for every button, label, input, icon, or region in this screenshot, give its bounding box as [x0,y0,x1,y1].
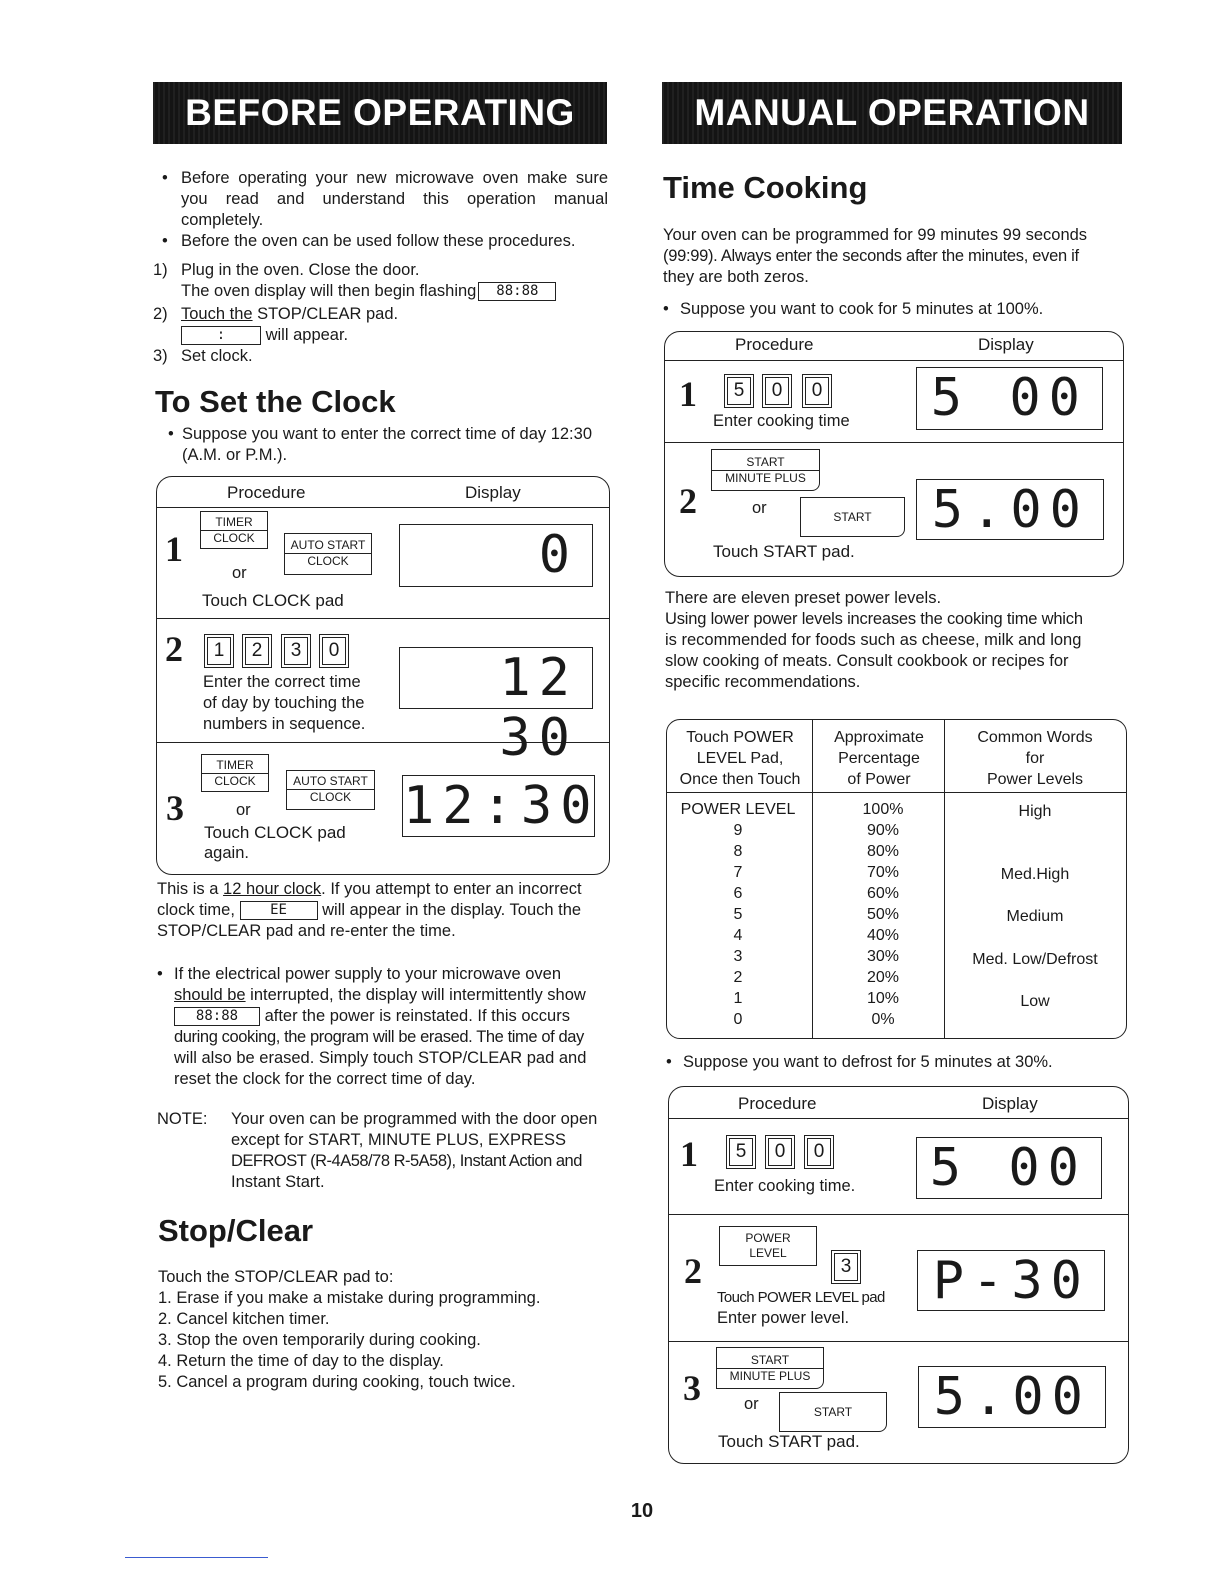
header-line: Approximate [834,729,924,746]
row-caption: numbers in sequence. [203,715,366,733]
levels-line: specific recommendations. [665,673,861,691]
procedure-header: Procedure [738,1094,817,1113]
step-2-rest: STOP/CLEAR pad. [252,305,399,323]
pad-label: MINUTE PLUS [717,1368,823,1384]
key-3[interactable]: 3 [284,637,308,665]
note-label: NOTE: [157,1110,208,1128]
table-cell: 60% [866,885,900,902]
intro-line: they are both zeros. [663,268,809,286]
start-minute-plus-pad[interactable] [711,449,820,491]
note-line: except for START, MINUTE PLUS, EXPRESS [231,1131,566,1149]
defrost-bullet [666,1052,1126,1073]
note-body [231,1109,613,1193]
divider [669,1118,1128,1119]
row-caption: Enter power level. [717,1309,850,1327]
display-readout: 5 00 [916,1137,1102,1199]
cook-bullet-text: Suppose you want to cook for 5 minutes at 100%. [680,300,1044,318]
flashing-display-box: 88:88 [174,1007,260,1026]
intro-bullet-1-text: Before operating your new microwave oven make sure you read and understand this operation manual completely. [181,169,608,229]
step-2-touch: Touch the [181,305,253,323]
table-cell: 50% [866,906,900,923]
header-line: Touch POWER [686,729,794,746]
pad-label: CLOCK [201,530,267,546]
col-percentage [814,799,952,1030]
divider [665,442,1123,443]
key-0[interactable]: 0 [805,377,829,405]
display-readout: 5.00 [918,1366,1106,1428]
step-number: 3) [153,347,168,365]
header-line: Once then Touch [679,771,801,788]
set-clock-bullet [168,424,608,466]
pad-label: AUTO START [290,538,366,552]
header-line: Percentage [838,750,920,767]
power-note-line: will also be erased. Simply touch STOP/CLEAR pad and [174,1049,587,1067]
table-cell: 9 [733,822,743,839]
note-text: This is a [157,880,224,898]
bullet-dot: • [168,425,174,443]
stop-clear-list [158,1288,540,1393]
auto-start-clock-pad[interactable] [284,533,372,575]
start-minute-plus-pad[interactable] [716,1347,824,1389]
table-cell: 8 [733,843,743,860]
table-cell: POWER LEVEL [680,801,796,818]
levels-line: There are eleven preset power levels. [665,589,942,607]
display-header: Display [978,335,1034,354]
set-clock-bullet-text: Suppose you want to enter the correct time of day 12:30 (A.M. or P.M.). [182,425,592,464]
row-caption: of day by touching the [203,694,365,712]
step-number: 2 [684,1251,702,1291]
display-readout: 0 [399,524,593,587]
timer-clock-pad[interactable] [200,511,268,549]
levels-line: Using lower power levels increases the cooking time which [665,610,1083,628]
list-item: 3. Stop the oven temporarily during cooking. [158,1331,481,1349]
divider [157,507,609,508]
divider [667,792,1126,793]
power-levels-text [665,588,1125,693]
manual-operation-banner: MANUAL OPERATION [662,82,1122,144]
word-high: High [1018,803,1052,820]
power-note-line: interrupted, the display will intermittently show [245,986,586,1004]
bullet-dot: • [157,965,163,983]
blank-display-box: : [181,326,261,345]
flashing-display-box: 88:88 [478,282,556,301]
pad-label: START [746,455,785,469]
table-cell: 0 [733,1011,743,1028]
table-cell: 100% [862,801,904,818]
bullet-dot: • [666,1053,672,1071]
stop-clear-intro: Touch the STOP/CLEAR pad to: [158,1268,394,1286]
pad-label: START [750,1353,790,1367]
step-1-line-2 [181,281,556,302]
step-2-text [181,304,398,325]
table-cell: 0% [871,1011,895,1028]
power-note-line: reset the clock for the correct time of day. [174,1070,476,1088]
row-caption: Touch START pad. [713,542,855,561]
bullet-dot: • [162,232,168,250]
word-low: Low [1020,993,1050,1010]
divider [669,1341,1128,1342]
table-cell: 1 [733,990,743,1007]
or-label: or [752,499,767,517]
procedure-header: Procedure [227,483,306,502]
list-item: 5. Cancel a program during cooking, touch twice. [158,1373,516,1391]
time-cooking-intro [663,225,1125,288]
display-readout: P-30 [917,1250,1105,1311]
step-1-line-1: Plug in the oven. Close the door. [181,261,420,279]
pad-label: CLOCK [287,789,374,805]
key-1[interactable]: 1 [207,637,231,665]
divider [669,1214,1128,1215]
list-item: 4. Return the time of day to the display. [158,1352,444,1370]
or-label: or [236,801,251,819]
table-cell: 7 [733,864,743,881]
pad-label: POWER [745,1231,791,1245]
col-header-percentage [814,727,944,790]
table-cell: 6 [733,885,743,902]
table-cell: 3 [733,948,743,965]
col-header-words [946,727,1124,790]
power-note-line: If the electrical power supply to your microwave oven [174,965,562,983]
header-line: of Power [847,771,911,788]
note-line: Your oven can be programmed with the door open [231,1110,598,1128]
header-line: for [1025,750,1045,767]
step-number: 2 [165,629,183,669]
note-underlined: 12 hour clock [223,880,322,898]
pad-label: TIMER [216,758,254,772]
word-medlow: Med. Low/Defrost [972,951,1098,968]
note-text: STOP/CLEAR pad and re-enter the time. [157,922,456,940]
bullet-dot: • [162,169,168,187]
pad-label: LEVEL [749,1246,787,1260]
step-number: 3 [683,1368,701,1408]
row-caption: Touch CLOCK pad [202,591,344,610]
setup-steps [153,260,613,367]
intro-line: (99:99). Always enter the seconds after the minutes, even if [663,247,1079,265]
power-note-line: after the power is reinstated. If this occurs [260,1007,570,1025]
list-item: 2. Cancel kitchen timer. [158,1310,330,1328]
list-item: 1. Erase if you make a mistake during programming. [158,1289,541,1307]
table-cell: 80% [866,843,900,860]
display-readout: 12 30 [399,647,593,709]
row-caption: Touch CLOCK pad [204,823,346,842]
power-note-underlined: should be [174,986,246,1004]
step-2-line-2 [181,325,348,346]
note-text: will appear in the display. Touch the [317,901,582,919]
auto-start-clock-pad[interactable] [286,770,375,810]
table-cell: 30% [866,948,900,965]
row-caption: again. [204,844,249,862]
pad-label: CLOCK [285,553,371,569]
power-interruption-note [157,964,612,1090]
power-note-line: during cooking, the program will be erased. The time of day [174,1028,584,1046]
col-header-touch [668,727,812,790]
display-readout: 5.00 [916,479,1104,540]
row-caption: Touch START pad. [718,1432,860,1451]
step-2-after: will appear. [265,326,349,344]
display-readout: 12:30 [403,776,600,836]
power-level-pad[interactable] [719,1226,817,1266]
table-cell: 4 [733,927,743,944]
bullet-dot: • [663,300,669,318]
display-header: Display [982,1094,1038,1113]
table-cell: 5 [733,906,743,923]
step-number: 1 [165,529,183,569]
divider [812,720,813,1038]
timer-clock-pad[interactable] [201,754,269,792]
or-label: or [232,564,247,582]
footer-rule [125,1557,268,1558]
key-5[interactable]: 5 [729,1138,753,1166]
intro-bullet-2 [162,231,608,252]
word-medhigh: Med.High [1000,866,1070,883]
key-3[interactable]: 3 [834,1253,858,1281]
step-1-line-2-text: The oven display will then begin flashing [181,282,477,300]
set-clock-title: To Set the Clock [155,384,396,419]
display-header: Display [465,483,521,502]
table-cell: 2 [733,969,743,986]
col-power-level [668,799,808,1030]
intro-bullet-1 [162,168,608,231]
divider [665,360,1123,361]
stop-clear-title: Stop/Clear [158,1213,314,1248]
or-label: or [744,1395,759,1413]
note-text: . If you attempt to enter an incorrect [321,880,582,898]
step-number: 1 [679,374,697,414]
before-operating-banner: BEFORE OPERATING [153,82,607,144]
page-number: 10 [630,1500,654,1522]
cook-bullet [663,299,1125,320]
row-caption: Enter cooking time [713,412,850,430]
key-0[interactable]: 0 [768,1138,792,1166]
header-line: Power Levels [986,771,1084,788]
pad-label: AUTO START [293,774,368,788]
key-0[interactable]: 0 [322,637,346,665]
levels-line: slow cooking of meats. Consult cookbook or recipes for [665,652,1069,670]
table-cell: 90% [866,822,900,839]
note-text: clock time, [157,901,240,919]
key-2[interactable]: 2 [245,637,269,665]
step-number: 2 [679,481,697,521]
note-line: DEFROST (R-4A58/78 R-5A58), Instant Action and [231,1152,582,1170]
step-number: 1 [680,1134,698,1174]
step-number: 2) [153,305,168,323]
table-cell: 70% [866,864,900,881]
pad-label: MINUTE PLUS [712,470,819,486]
clock-note [157,879,612,942]
row-caption: Enter the correct time [203,673,361,691]
header-line: LEVEL Pad, [696,750,784,767]
step-3-text: Set clock. [181,347,253,365]
display-readout: 5 00 [916,367,1103,430]
pad-label: TIMER [215,515,253,529]
header-line: Common Words [977,729,1093,746]
ee-display-box: EE [240,901,318,920]
intro-bullet-2-text: Before the oven can be used follow these procedures. [181,232,576,250]
start-pad[interactable]: START [800,497,905,537]
levels-line: is recommended for foods such as cheese, milk and long [665,631,1082,649]
table-cell: 20% [866,969,900,986]
table-cell: 40% [866,927,900,944]
start-pad[interactable]: START [779,1392,887,1432]
intro-line: Your oven can be programmed for 99 minutes 99 seconds [663,226,1088,244]
divider [157,618,609,619]
table-cell: 10% [866,990,900,1007]
step-number: 3 [166,788,184,828]
defrost-bullet-text: Suppose you want to defrost for 5 minutes at 30%. [683,1053,1053,1071]
row-caption: Enter cooking time. [714,1177,856,1195]
procedure-header: Procedure [735,335,814,354]
time-cooking-title-text: Time Cooking [663,170,868,205]
key-0[interactable]: 0 [765,377,789,405]
key-5[interactable]: 5 [727,377,751,405]
row-caption: Touch POWER LEVEL pad [717,1289,885,1306]
time-cooking-title [663,170,867,206]
step-number: 1) [153,261,168,279]
key-0[interactable]: 0 [807,1138,831,1166]
note-line: Instant Start. [231,1173,325,1191]
pad-label: CLOCK [202,773,268,789]
word-medium: Medium [1006,908,1064,925]
